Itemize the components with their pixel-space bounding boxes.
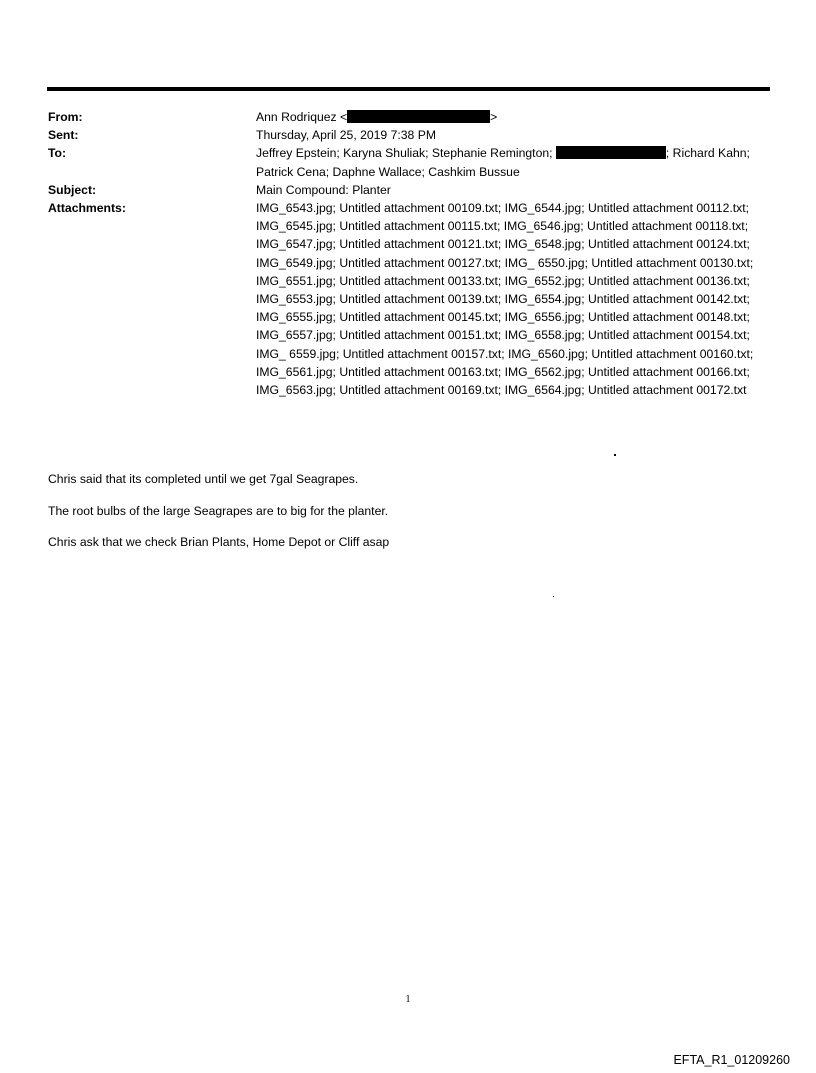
attachments-row — [48, 199, 773, 399]
email-header — [48, 108, 773, 399]
subject-value: Main Compound: Planter — [256, 182, 391, 197]
from-value — [256, 108, 773, 126]
to-recipients-part2: ; Richard Kahn; Patrick Cena; Daphne Wallace; Cashkim Bussue — [256, 146, 750, 179]
attachments-label: Attachments: — [48, 201, 126, 216]
subject-label: Subject: — [48, 182, 97, 197]
to-recipients-part1: Jeffrey Epstein; Karyna Shuliak; Stephanie Remington; — [256, 146, 553, 161]
to-row — [48, 144, 773, 180]
email-body — [48, 470, 768, 565]
attachments-value: IMG_6543.jpg; Untitled attachment 00109.txt; IMG_6544.jpg; Untitled attachment 00112.txt; IMG_6545.jpg; Untitled attachment 00115.txt; IMG_6546.jpg; Untitled attachment 00118.txt; IMG_6547.jpg; Untitled attachment 00121.txt; IMG_6548.jpg; Untitled attachment 00124.txt; IMG_6549.jpg; Untitled attachment 00127.txt; IMG_ 6550.jpg; Untitled attachment 00130.txt; IMG_6551.jpg; Untitled attachment 00133.txt; IMG_6552.jpg; Untitled attachment 00136.txt; IMG_6553.jpg; Untitled attachment 00139.txt; IMG_6554.jpg; Untitled attachment 00142.txt; IMG_6555.jpg; Untitled attachment 00145.txt; IMG_6556.jpg; Untitled attachment 00148.txt; IMG_6557.jpg; Untitled attachment 00151.txt; IMG_6558.jpg; Untitled attachment 00154.txt; IMG_ 6559.jpg; Untitled attachment 00157.txt; IMG_6560.jpg; Untitled attachment 00160.txt; IMG_6561.jpg; Untitled attachment 00163.txt; IMG_6562.jpg; Untitled attachment 00166.txt; IMG_6563.jpg; Untitled attachment 00169.txt; IMG_6564.jpg; Untitled attachment 00172.txt — [256, 201, 754, 398]
sent-value: Thursday, April 25, 2019 7:38 PM — [256, 128, 436, 143]
redacted-email-box — [347, 110, 490, 123]
sent-label: Sent: — [48, 128, 79, 143]
to-value — [256, 144, 773, 180]
body-paragraph: Chris ask that we check Brian Plants, Home Depot or Cliff asap — [48, 535, 390, 549]
from-close: > — [490, 110, 498, 124]
body-paragraph: Chris said that its completed until we get 7gal Seagrapes. — [48, 472, 359, 486]
from-row — [48, 108, 773, 126]
from-label: From: — [48, 110, 83, 124]
to-label: To: — [48, 146, 67, 161]
page-number: 1 — [405, 994, 411, 1005]
sent-row — [48, 126, 773, 144]
subject-row — [48, 181, 773, 199]
bates-number: EFTA_R1_01209260 — [673, 1053, 790, 1067]
stray-dot — [553, 596, 554, 597]
header-rule — [47, 87, 770, 91]
body-paragraph: The root bulbs of the large Seagrapes are to big for the planter. — [48, 503, 389, 518]
redacted-recipient-box — [556, 146, 666, 159]
stray-mark — [614, 454, 616, 456]
from-name: Ann Rodriquez < — [256, 110, 348, 124]
